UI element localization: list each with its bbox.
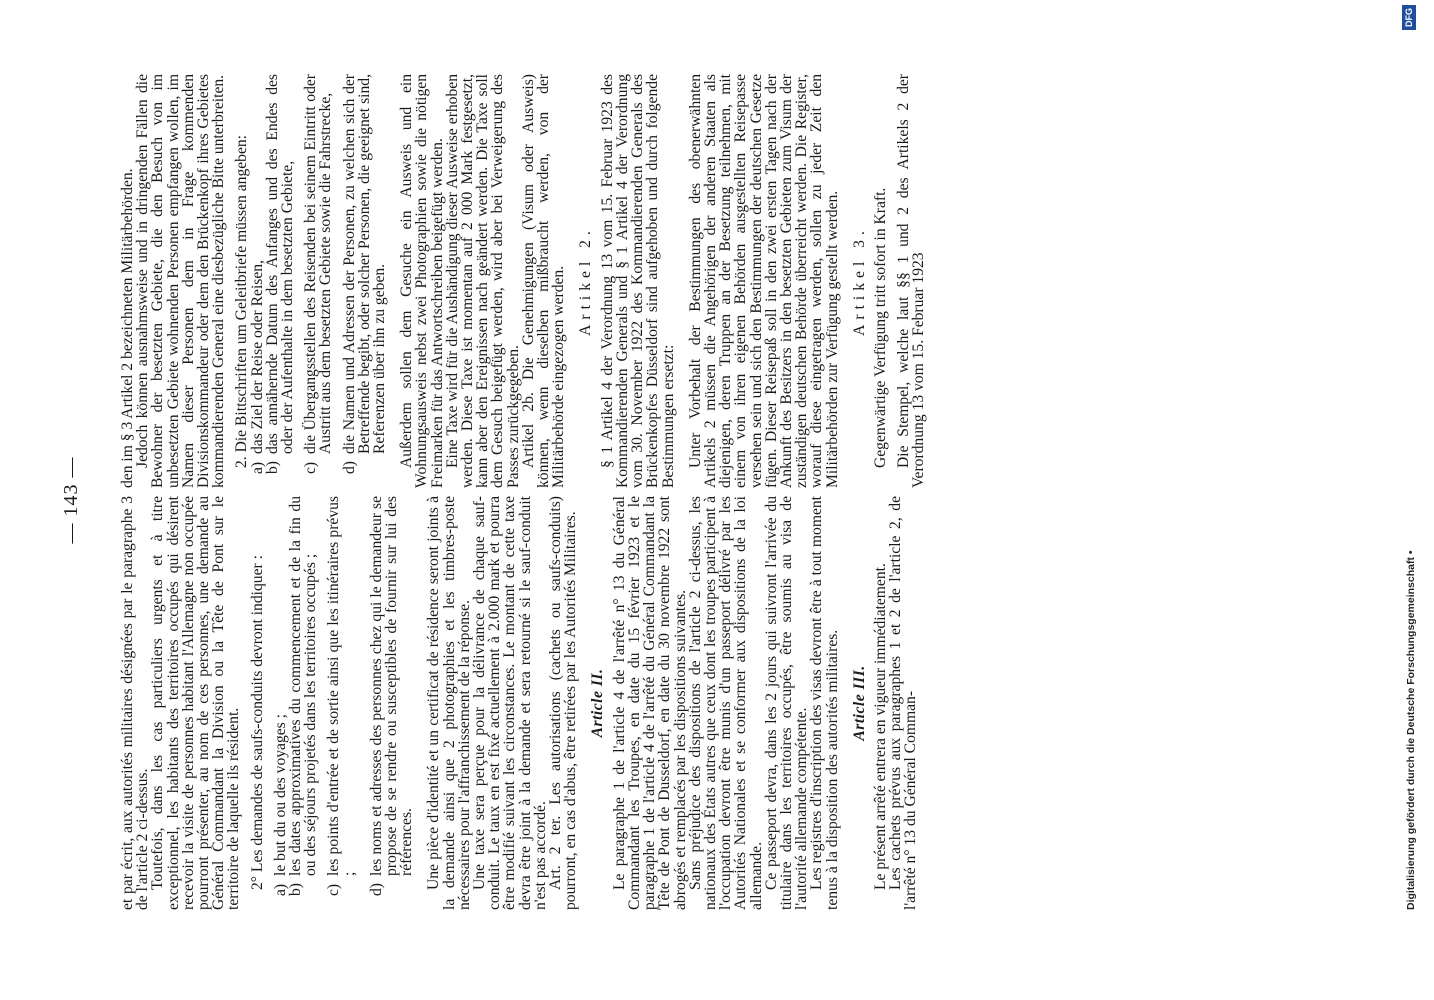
fr-item-label: d) <box>367 883 385 896</box>
fr-paragraph: 2° Les demandes de saufs-conduits devront indiquer : <box>248 555 266 890</box>
fr-paragraph: Une pièce d'identité et un certificat de résidence seront joints à la demande ainsi que 2 photographies et les timbres-poste nécessaires pour l'affranchissement de la réponse. <box>425 496 473 910</box>
fr-item-label: b) <box>287 883 305 896</box>
de-paragraph: Gegenwärtige Verfügung tritt sofort in Kraft. <box>871 187 889 468</box>
fr-list-item <box>369 496 415 910</box>
de-article-2-title: Artikel 2. <box>577 226 595 336</box>
de-paragraph: Außerdem sollen dem Gesuche ein Ausweis und ein Wohnungsausweis nebst zwei Photographien sowie die nötigen Freimarken für das Antwortschreiben beigefügt werden. <box>398 74 446 488</box>
fr-item-text: les noms et adresses des personnes chez qui le demandeur se propose de se rendre ou susceptibles de fournir sur lui des références. <box>367 496 416 876</box>
fr-paragraph: Le présent arrêté entrera en vigueur immédiatement. <box>871 563 889 890</box>
fr-item-label: c) <box>325 883 343 896</box>
fr-item-text: les points d'entrée et de sortie ainsi que les itinéraires prévus ; <box>325 496 358 876</box>
fr-paragraph: Toutefois, dans les cas particuliers urgents et à titre exceptionnel, les habitants des territoires occupés qui désirent recevoir la visite de personnes habitant l'Allemagne non occupée pourront présenter, au nom de ces personnes, une demande au Général Commandant la Division ou la Tête de Pont sur le territoire de laquelle ils résident. <box>149 496 243 910</box>
de-paragraph: § 1 Artikel 4 der Verordnung 13 vom 15. Februar 1923 des Kommandierenden Generals und § 1 Artikel 4 der Verordnung vom 30. November 1922 des Kommandierenden Generals des Brückenkopfes Düsseldorf sind aufgehoben und durch folgende Bestimmungen ersetzt: <box>598 74 677 488</box>
fr-article-3-title: Article III. <box>850 665 868 741</box>
de-list-item <box>250 74 265 488</box>
de-paragraph: Eine Taxe wird für die Aushändigung dieser Ausweise erhoben werden. Diese Taxe ist momentan auf 2 000 Mark festgesetzt, kann aber den Ereignissen nach geändert werden. Die Taxe soll dem Gesuch beigefügt werden, wird aber bei Verweigerung des Passes zurückgegeben. <box>443 74 522 488</box>
fr-paragraph: Art. 2 ter. Les autorisations (cachets ou saufs-conduits) pourront, en cas d'abus, être retirées par les Autorités Militaires. <box>547 496 580 910</box>
fr-paragraph: Sans préjudice des dispositions de l'article 2 ci-dessus, les nationaux des États autres que ceux dont les troupes participent à l'occupation devront être munis d'un passeport délivré par les Autorités Nationales et se conformer aux dispositions de la loi allemande. <box>686 496 765 910</box>
fr-article-2-title: Article II. <box>589 668 607 738</box>
de-paragraph: Artikel 2b. Die Genehmigungen (Visum oder Ausweis) können, wenn dieselben mißbraucht werden, von der Militärbehörde eingezogen werden. <box>519 74 568 488</box>
fr-list-item <box>326 496 356 910</box>
fr-list-item <box>288 496 318 910</box>
de-paragraph: den im § 3 Artikel 2 bezeichneten Militärbehörden. <box>119 168 136 488</box>
fr-paragraph: et par écrit, aux autorités militaires désignées par le paragraphe 3 de l'article 2 ci-dessus. <box>119 496 152 910</box>
fr-paragraph: Les registres d'inscription des visas devront être à tout moment tenus à la disposition des autorités militaires. <box>808 496 841 910</box>
de-item-text: die Namen und Adressen der Personen, zu welchen sich der Betreffende begibt, oder solcher Personen, die geeignet sind, Referenzen über ihn zu geben. <box>340 74 389 454</box>
de-paragraph: Unter Vorbehalt der Bestimmungen des obenerwähnten Artikels 2 müssen die Angehörigen der anderen Staaten als diejenigen, deren Truppen an der Besetzung teilnehmen, mit einem von ihren eigenen Behörden ausgestellten Reisepasse versehen sein und sich den Bestimmungen der deutschen Gesetze fügen. Dieser Reisepaß soll in den zwei ersten Tagen nach der Ankunft des Besitzers in den besetzten Gebieten zum Visum der zuständigen deutschen Behörde überreicht werden. Die Register, worauf diese eingetragen werden, sollen zu jeder Zeit den Militärbehörden zur Verfügung gestellt werden. <box>686 74 841 488</box>
digitization-credit: Digitalisierung gefördert durch die Deutsche Forschungsgemeinschaft • <box>1405 550 1417 910</box>
french-column <box>120 496 919 910</box>
fr-paragraph: Le paragraphe 1 de l'article 4 de l'arrêté n° 13 du Général Commandant les Troupes, en date du 15 février 1923 et le paragraphe 1 de l'article 4 de l'arrêté du Général Commandant la Tête de Pont de Dusseldorf, en date du 30 novembre 1922 sont abrogés et remplacés par les dispositions suivantes. <box>610 496 689 910</box>
de-item-label: d) <box>340 461 358 474</box>
de-item-label: b) <box>263 461 281 474</box>
de-item-text: die Übergangsstellen des Reisenden bei seinem Eintritt oder Austritt aus dem besetzten Gebiete sowie die Fahrstrecke, <box>302 74 335 454</box>
fr-item-text: les dates approximatives du commencement et de la fin du ou des séjours projetés dans les territoires occupés ; <box>287 496 320 876</box>
dfg-logo: DFG <box>1402 5 1416 30</box>
de-item-text: das annähernde Datum des Anfanges und des Endes des oder der Aufenthalte in dem besetzten Gebiete, <box>263 74 297 454</box>
fr-item-text: le but du ou des voyages ; <box>271 714 289 876</box>
fr-paragraph: Ce passeport devra, dans les 2 jours qui suivront l'arrivée du titulaire dans les territoires occupés, être soumis au visa de l'autorité allemande compétente. <box>762 496 811 910</box>
fr-paragraph: Une taxe sera perçue pour la délivrance de chaque sauf-conduit. Le taux en est fixé actuellement à 2.000 mark et pourra être modifié suivant les circonstances. Le montant de cette taxe devra être joint à la demande et sera retourné si le sauf-conduit n'est pas accordé. <box>471 496 549 910</box>
de-list-item <box>265 74 295 488</box>
de-paragraph: Jedoch können ausnahmsweise und in dringenden Fällen die Bewohner der besetzten Gebiete, die den Besuch von im unbesetzten Gebiete wohnenden Personen empfangen wollen, im Namen dieser Personen dem in Frage kommenden Divisionskommandeur oder dem den Brückenkopf ihres Gebietes kommandierenden General eine diesbezügliche Bitte unterbreiten. <box>134 74 228 488</box>
fr-item-label: a) <box>271 883 289 896</box>
german-column <box>120 74 927 488</box>
de-list-item <box>342 74 388 488</box>
fr-list-item <box>273 496 288 910</box>
fr-paragraph: Les cachets prévus aux paragraphes 1 et 2 de l'article 2, de l'arrêté n° 13 du Général Comman- <box>887 496 920 910</box>
de-paragraph: Die Stempel, welche laut §§ 1 und 2 des Artikels 2 der Verordnung 13 vom 15. Februar 1923 <box>895 74 928 488</box>
de-item-label: a) <box>248 461 266 474</box>
page-number: — 143 — <box>60 456 82 544</box>
de-paragraph: 2. Die Bittschriften um Geleitbriefe müssen angeben: <box>233 134 251 468</box>
de-article-3-title: Artikel 3. <box>850 226 868 336</box>
de-item-text: das Ziel der Reise oder Reisen, <box>248 260 266 454</box>
de-item-label: c) <box>302 461 320 474</box>
de-list-item <box>303 74 333 488</box>
